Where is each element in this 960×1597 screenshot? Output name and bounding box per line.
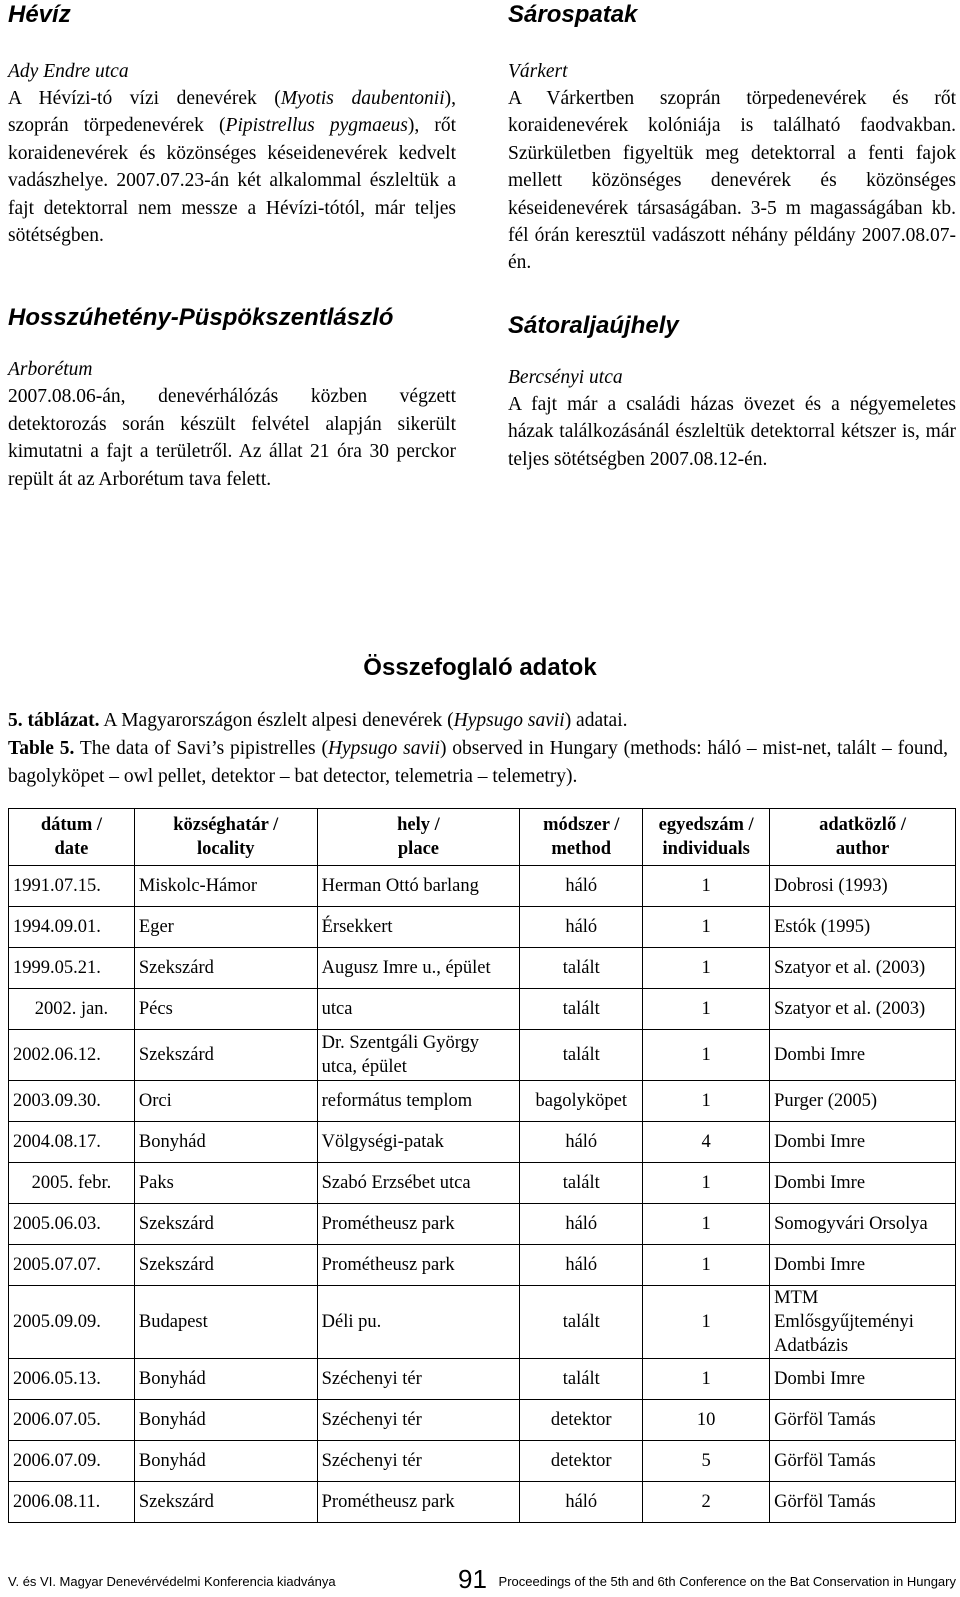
table-row — [9, 1482, 956, 1523]
cell-author: Dombi Imre — [770, 1359, 956, 1400]
cell-place: Prométheusz park — [317, 1482, 520, 1523]
cell-method: talált — [520, 1286, 643, 1359]
section-title-hosszuheteny: Hosszúhetény-Püspökszentlászló — [8, 304, 394, 332]
cell-locality: Bonyhád — [134, 1122, 317, 1163]
place-name: Bercsényi utca — [508, 366, 623, 388]
cell-date: 2005.07.07. — [9, 1245, 135, 1286]
cell-individuals: 1 — [643, 1081, 770, 1122]
cell-author: Dombi Imre — [770, 1163, 956, 1204]
table-row — [9, 948, 956, 989]
place-name: Arborétum — [8, 359, 93, 381]
cell-method: detektor — [520, 1400, 643, 1441]
cell-date: 2002. jan. — [9, 989, 135, 1030]
cell-individuals: 2 — [643, 1482, 770, 1523]
cell-method: háló — [520, 1245, 643, 1286]
cell-author: Görföl Tamás — [770, 1441, 956, 1482]
cell-place: Prométheusz park — [317, 1204, 520, 1245]
right-column — [508, 0, 956, 473]
cell-locality: Pécs — [134, 989, 317, 1030]
section-title-heviz: Hévíz — [8, 1, 71, 28]
cell-individuals: 1 — [643, 1245, 770, 1286]
cell-method: talált — [520, 948, 643, 989]
cell-method: háló — [520, 1122, 643, 1163]
table-caption-hu: 5. táblázat. A Magyarországon észlelt alpesi denevérek (Hypsugo savii) adatai. — [8, 710, 628, 731]
cell-method: detektor — [520, 1441, 643, 1482]
cell-locality: Bonyhád — [134, 1441, 317, 1482]
cell-method: talált — [520, 1163, 643, 1204]
cell-date: 2005. febr. — [9, 1163, 135, 1204]
cell-date: 2004.08.17. — [9, 1122, 135, 1163]
cell-individuals: 10 — [643, 1400, 770, 1441]
table-row — [9, 989, 956, 1030]
cell-method: talált — [520, 989, 643, 1030]
cell-individuals: 5 — [643, 1441, 770, 1482]
cell-place: református templom — [317, 1081, 520, 1122]
cell-place: Prométheusz park — [317, 1245, 520, 1286]
cell-place: Széchenyi tér — [317, 1400, 520, 1441]
cell-date: 2003.09.30. — [9, 1081, 135, 1122]
cell-date: 2006.07.05. — [9, 1400, 135, 1441]
cell-place: Augusz Imre u., épület — [317, 948, 520, 989]
cell-place: Széchenyi tér — [317, 1441, 520, 1482]
cell-individuals: 1 — [643, 1204, 770, 1245]
page-footer — [0, 1560, 960, 1597]
section-title-sarospatak: Sárospatak — [508, 1, 638, 28]
table-row — [9, 1245, 956, 1286]
cell-individuals: 1 — [643, 1030, 770, 1081]
cell-method: bagolyköpet — [520, 1081, 643, 1122]
table-row — [9, 866, 956, 907]
cell-method: háló — [520, 907, 643, 948]
table-row — [9, 907, 956, 948]
page-number: 91 — [458, 1564, 487, 1594]
cell-individuals: 1 — [643, 907, 770, 948]
cell-place: Széchenyi tér — [317, 1359, 520, 1400]
paragraph-hosszuheteny: 2007.08.06-án, denevérhálózás közben végzett detektorozás során készült felvétel alapján sikerült kimutatni a fajt a területről. Az állat 21 óra 30 perckor repült át az Arborétum tava felett. — [8, 386, 456, 490]
table-row — [9, 1204, 956, 1245]
cell-locality: Szekszárd — [134, 1245, 317, 1286]
header-place: hely / place — [317, 809, 520, 866]
cell-individuals: 1 — [643, 1163, 770, 1204]
cell-locality: Szekszárd — [134, 1030, 317, 1081]
cell-date: 2006.05.13. — [9, 1359, 135, 1400]
cell-author: Dombi Imre — [770, 1245, 956, 1286]
cell-locality: Paks — [134, 1163, 317, 1204]
header-author: adatközlő / author — [770, 809, 956, 866]
table-row — [9, 1359, 956, 1400]
cell-author: Somogyvári Orsolya — [770, 1204, 956, 1245]
cell-locality: Szekszárd — [134, 1482, 317, 1523]
cell-author: Görföl Tamás — [770, 1482, 956, 1523]
table-header-row — [9, 809, 956, 866]
cell-author: Dombi Imre — [770, 1122, 956, 1163]
cell-date: 2002.06.12. — [9, 1030, 135, 1081]
cell-locality: Szekszárd — [134, 1204, 317, 1245]
header-locality: községhatár / locality — [134, 809, 317, 866]
cell-date: 2005.09.09. — [9, 1286, 135, 1359]
cell-individuals: 4 — [643, 1122, 770, 1163]
paragraph-sarospatak: A Várkertben szoprán törpedenevérek és rőt koraidenevérek kolóniája is található faodvakban. Szürkületben figyeltük meg detektorral a fenti fajok mellett közönséges denevérek és közönséges késeidenevérek társaságában. 3-5 m magasságában kb. fél órán keresztül vadászott néhány példány 2007.08.07-én. — [508, 88, 956, 274]
place-name: Ady Endre utca — [8, 61, 129, 82]
cell-date: 1999.05.21. — [9, 948, 135, 989]
cell-locality: Orci — [134, 1081, 317, 1122]
cell-method: háló — [520, 866, 643, 907]
table-row — [9, 1030, 956, 1081]
table-row — [9, 1441, 956, 1482]
header-method: módszer / method — [520, 809, 643, 866]
place-name: Várkert — [508, 61, 568, 82]
left-column — [8, 0, 456, 493]
cell-place: Érsekkert — [317, 907, 520, 948]
cell-date: 2006.08.11. — [9, 1482, 135, 1523]
data-table — [8, 808, 956, 1523]
cell-individuals: 1 — [643, 1286, 770, 1359]
cell-date: 2006.07.09. — [9, 1441, 135, 1482]
cell-locality: Eger — [134, 907, 317, 948]
paragraph-satoraljaujhely: A fajt már a családi házas övezet és a négyemeletes házak találkozásánál észleltük detektorral kétszer is, már teljes sötétségben 2007.08.12-én. — [508, 393, 956, 470]
cell-place: Völgységi-patak — [317, 1122, 520, 1163]
table-row — [9, 1400, 956, 1441]
cell-author: MTM Emlősgyűjteményi Adatbázis — [770, 1286, 956, 1359]
cell-author: Dombi Imre — [770, 1030, 956, 1081]
cell-individuals: 1 — [643, 1359, 770, 1400]
cell-place: Szabó Erzsébet utca — [317, 1163, 520, 1204]
cell-date: 1991.07.15. — [9, 866, 135, 907]
section-title-satoraljaujhely: Sátoraljaújhely — [508, 311, 679, 339]
table-row — [9, 1163, 956, 1204]
cell-date: 1994.09.01. — [9, 907, 135, 948]
cell-method: talált — [520, 1359, 643, 1400]
cell-method: háló — [520, 1204, 643, 1245]
cell-individuals: 1 — [643, 866, 770, 907]
cell-author: Purger (2005) — [770, 1081, 956, 1122]
cell-author: Estók (1995) — [770, 907, 956, 948]
table-caption-en: Table 5. The data of Savi’s pipistrelles (Hypsugo savii) observed in Hungary (methods: háló – mist-net, talált – found, bagolyköpet – owl pellet, detektor – bat detector, telemetria – telemetry). — [8, 738, 948, 787]
footer-right-text: Proceedings of the 5th and 6th Conference on the Bat Conservation in Hungary — [498, 1574, 956, 1589]
cell-locality: Miskolc-Hámor — [134, 866, 317, 907]
header-date: dátum / date — [9, 809, 135, 866]
table-row — [9, 1081, 956, 1122]
cell-locality: Bonyhád — [134, 1400, 317, 1441]
cell-locality: Szekszárd — [134, 948, 317, 989]
header-individuals: egyedszám / individuals — [643, 809, 770, 866]
cell-place: utca — [317, 989, 520, 1030]
cell-individuals: 1 — [643, 948, 770, 989]
cell-author: Görföl Tamás — [770, 1400, 956, 1441]
paragraph-heviz: A Hévízi-tó vízi denevérek (Myotis daubentonii), szoprán törpedenevérek (Pipistrellus pygmaeus), rőt koraidenevérek és közönséges késeidenevérek kedvelt vadászhelye. 2007.07.23-án két alkalommal észleltük a fajt detektorral nem messze a Hévízi-tótól, már teljes sötétségben. — [8, 88, 456, 247]
cell-place: Déli pu. — [317, 1286, 520, 1359]
summary-heading: Összefoglaló adatok — [363, 654, 597, 681]
cell-method: talált — [520, 1030, 643, 1081]
cell-author: Szatyor et al. (2003) — [770, 948, 956, 989]
table-row — [9, 1286, 956, 1359]
cell-author: Szatyor et al. (2003) — [770, 989, 956, 1030]
cell-place: Herman Ottó barlang — [317, 866, 520, 907]
cell-date: 2005.06.03. — [9, 1204, 135, 1245]
footer-left-text: V. és VI. Magyar Denevérvédelmi Konferencia kiadványa — [8, 1574, 336, 1589]
cell-place: Dr. Szentgáli György utca, épület — [317, 1030, 520, 1081]
cell-individuals: 1 — [643, 989, 770, 1030]
table-row — [9, 1122, 956, 1163]
cell-author: Dobrosi (1993) — [770, 866, 956, 907]
cell-method: háló — [520, 1482, 643, 1523]
cell-locality: Bonyhád — [134, 1359, 317, 1400]
cell-locality: Budapest — [134, 1286, 317, 1359]
